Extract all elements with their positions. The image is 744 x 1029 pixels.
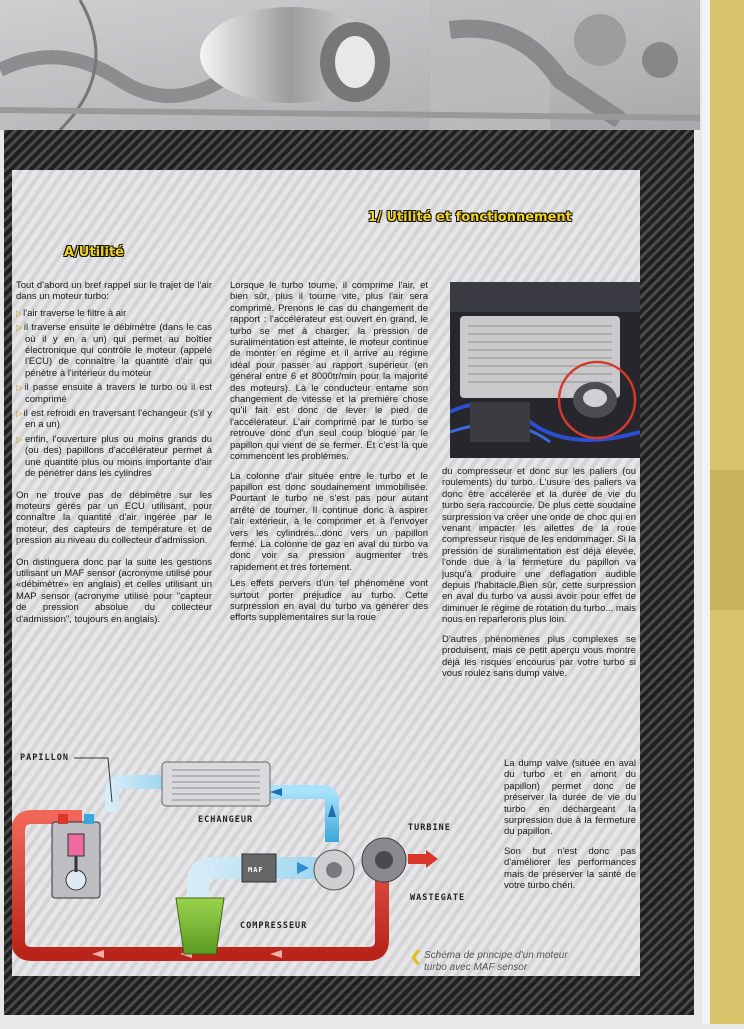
col2-paragraph-1: Lorsque le turbo tourne, il comprime l'air, et bien sûr, plus il tourne vite, plus l'air sera comprimé. Prenons le cas du changement de rapport : l'accélérateur est ouvert en grand, le turbo se met à charger, la pression de suralimentation est atteinte, le moteur continue de monter en régime et il arrive au régime idéal pour passer au rapport supérieur (en général entre 6 et 8000tr/min pour la majorité des moteurs). Là le conducteur entame son changement de vitesse et la première chose qu'il fait est donc de lever le pied de l'accélérateur. L'air comprimé par le turbo se retrouve donc d'un seul coup bloqué par le papillon qui vient de se fermer. Et c'est là que commencent les problèmes.: [230, 280, 428, 463]
col2-paragraph-3: Les effets pervers d'un tel phénomène vont surtout porter préjudice au turbo. Cette surpression en aval du turbo va générer des efforts supplémentaires sur la roue: [230, 578, 428, 624]
top-engine-photo: [0, 0, 708, 130]
article-panel: [4, 130, 694, 1015]
col3-paragraph-2: D'autres phénomènes plus complexes se produisent, mais ce petit aperçu vous montre déjà les risques encourus par votre turbo si vous roulez sans dump valve.: [442, 633, 636, 679]
column-3-lower: [504, 758, 636, 896]
turbo-diagram: [12, 722, 482, 972]
col1-bullet-1: ▷ l'air traverse le filtre à air: [16, 308, 212, 319]
air-filter: [176, 898, 224, 954]
col1-bullet-5: ▷ enfin, l'ouverture plus ou moins grands du (ou des) papillons d'accélérateur permet à une quantité plus ou moins importante d'air de pénétrer dans les cylindres: [16, 434, 212, 480]
page-edge: [700, 0, 744, 1024]
col3-paragraph-3: La dump valve (située en aval du turbo et en amont du papillon) permet donc de préserver la durée de vie du turbo en déchargeant la surpression due à la fermeture du papillon.: [504, 758, 636, 838]
col1-bullet-4: ▷ il est refroidi en traversant l'échangeur (s'il y en a un): [16, 408, 212, 431]
caption-line-1: Schéma de principe d'un moteur: [424, 950, 568, 961]
intake-pipe: [270, 792, 332, 842]
label-echangeur: ECHANGEUR: [198, 815, 254, 825]
col1-paragraph-2: On ne trouve pas de débimètre sur les moteurs gérés par un ECU utilisant, pour connaître la quantité d'air ingérée par le moteur, des capteurs de température et de pression au niveau du collecteur d'admission.: [16, 489, 212, 547]
col1-bullet-2: ▷ il traverse ensuite le débimètre (dans le cas où il y en a un) qui permet au boîtier électronique qui contrôle le moteur (appelé l'ECU) de connaître la quantité d'air qui pénètre à l'intérieur du moteur: [16, 322, 212, 379]
col3-paragraph-1: du compresseur et donc sur les paliers (ou roulements) du turbo. L'usure des paliers va donc être accélérée et la durée de vie du turbo sera raccourcie. De plus cette soudaine surpression va créer une onde de choc qui en venant impacter les ailettes de la roue compresseur risque de les endommager. Si la pression de suralimentation est déjà élevée, l'onde due à la fermeture du papillon va jusqu'à produire une déflagation audible depuis l'habitacle.Bien sûr, cette surpression en aval du turbo va aussi avoir pour effet de diminuer le régime de rotation du turbo... mais nous en reparlerons plus loin.: [442, 466, 636, 626]
col1-intro: Tout d'abord un bref rappel sur le trajet de l'air dans un moteur turbo:: [16, 280, 212, 303]
label-turbine: TURBINE: [408, 823, 451, 833]
col1-paragraph-3: On distinguera donc par la suite les gestions utilisant un MAF sensor (acronyme utilisé pour «débimètre» en anglais) et celles utilisant un MAP sensor (acronyme utilisé pour "capteur de pression absolue du collecteur d'admission", toujours en anglais).: [16, 556, 212, 625]
col2-paragraph-2: La colonne d'air située entre le turbo et le papillon est donc soudainement immobilisée. Pourtant le turbo ne s'est pas pour autant arrêté de tourner. Il continue donc à aspirer l'air extérieur, à le comprimer et à l'envoyer vers les cylindres...donc vers un papillon fermé. La colonne de gaz en aval du turbo va donc voir sa pression augmenter très rapidement et très fortement.: [230, 470, 428, 573]
label-wastegate: WASTEGATE: [410, 893, 466, 903]
caption-chevron-icon: ❮: [410, 948, 422, 964]
label-maf: MAF: [248, 866, 264, 874]
col1-bullet-3: ▷ il passe ensuite à travers le turbo où il est comprimé: [16, 382, 212, 405]
label-papillon: PAPILLON: [20, 753, 69, 763]
column-1: [16, 280, 212, 630]
article-body: [12, 170, 640, 976]
column-3: [442, 466, 636, 684]
intercooler-photo: [450, 282, 640, 458]
caption-line-2: turbo avec MAF sensor: [424, 962, 528, 973]
diagram-caption: [410, 948, 568, 974]
label-compresseur: COMPRESSEUR: [240, 921, 308, 931]
col3-paragraph-4: Son but n'est donc pas d'améliorer les performances mais de préserver la santé de votre turbo chéri.: [504, 845, 636, 892]
intercooler: [162, 762, 270, 806]
subsection-title: A/Utilité: [64, 245, 124, 260]
column-2: [230, 280, 428, 629]
section-title: 1/ Utilité et fonctionnement: [368, 210, 572, 225]
